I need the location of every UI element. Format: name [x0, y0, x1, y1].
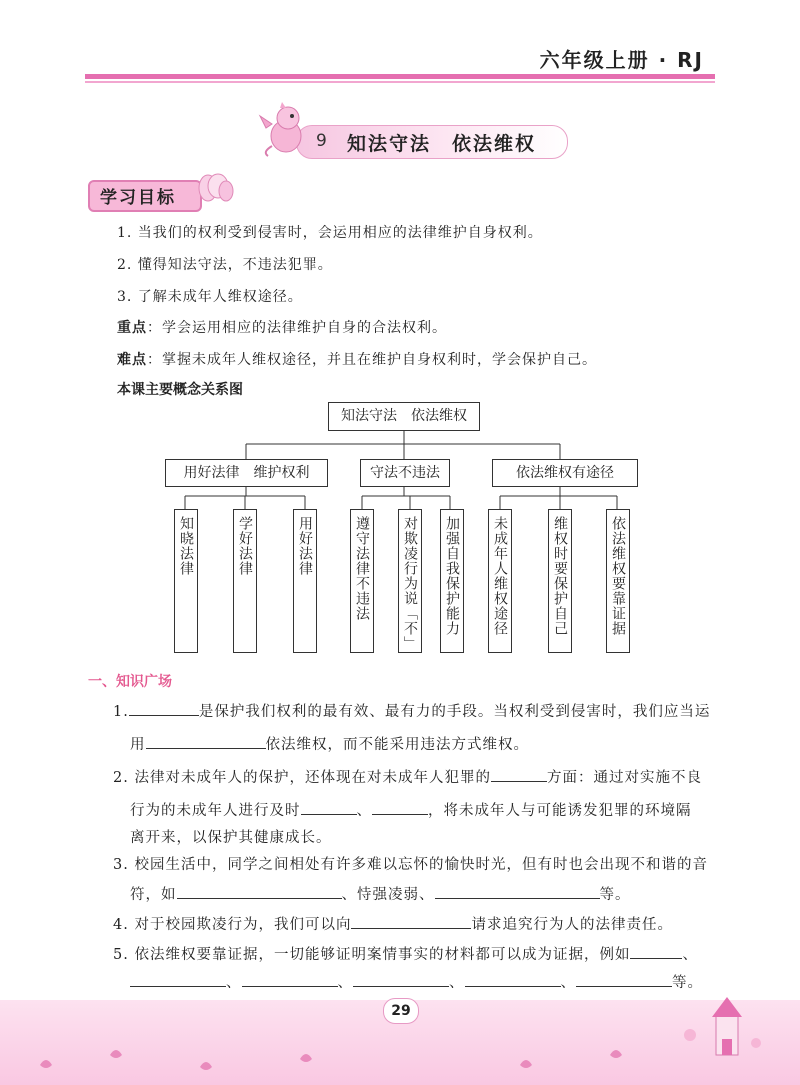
answer-blank[interactable]: [130, 972, 226, 987]
concept-leaf-3-2: 维权时要保护自己: [548, 509, 572, 653]
concept-leaf-1-1: 知晓法律: [174, 509, 198, 653]
concept-leaf-1-2: 学好法律: [233, 509, 257, 653]
goal-item-2: 2. 懂得知法守法，不违法犯罪。: [117, 257, 333, 273]
answer-blank[interactable]: [576, 972, 672, 987]
answer-blank[interactable]: [630, 944, 682, 959]
concept-leaf-2-3: 加强自我保护能力: [440, 509, 464, 653]
lesson-number: 9: [316, 131, 327, 151]
difficulty-text: ：掌握未成年人维权途径，并且在维护自身权利时，学会保护自己。: [147, 352, 597, 368]
answer-blank[interactable]: [491, 767, 547, 782]
concept-root: 知法守法 依法维权: [328, 402, 480, 431]
answer-blank[interactable]: [146, 734, 266, 749]
section-heading: 一、知识广场: [88, 674, 172, 690]
concept-branch-1: 用好法律 维护权利: [165, 459, 328, 487]
question-4: 4. 对于校园欺凌行为，我们可以向 请求追究行为人的法律责任。: [113, 913, 673, 934]
concept-leaf-3-3: 依法维权要靠证据: [606, 509, 630, 653]
concept-leaf-1-3: 用好法律: [293, 509, 317, 653]
key-point-text: ：学会运用相应的法律维护自身的合法权利。: [147, 320, 447, 336]
question-3-line-2: 符，如 、恃强凌弱、 等。: [130, 883, 631, 904]
answer-blank[interactable]: [242, 972, 338, 987]
answer-blank[interactable]: [465, 972, 561, 987]
question-1-line-1: 1. 是保护我们权利的最有效、最有力的手段。当权利受到侵害时，我们应当运: [113, 700, 710, 721]
goal-item-1: 1. 当我们的权利受到侵害时，会运用相应的法律维护自身权利。: [117, 225, 543, 241]
page-number: 29: [383, 998, 419, 1024]
learning-goals-label: 学习目标: [100, 188, 176, 208]
concept-branch-3: 依法维权有途径: [492, 459, 638, 487]
concept-leaf-3-1: 未成年人维权途径: [488, 509, 512, 653]
question-2-line-3: 离开来，以保护其健康成长。: [130, 830, 332, 846]
concept-leaf-2-1: 遵守法律不违法: [350, 509, 374, 653]
concept-leaf-2-2: 对欺凌行为说「不」: [398, 509, 422, 653]
concept-map-title: 本课主要概念关系图: [117, 382, 243, 398]
question-5-line-1: 5. 依法维权要靠证据，一切能够证明案情事实的材料都可以成为证据，例如 、: [113, 943, 698, 964]
question-2-line-2: 行为的未成年人进行及时 、 ，将未成年人与可能诱发犯罪的环境隔: [130, 799, 692, 820]
question-5-line-2: 、 、 、 、 等。: [130, 971, 703, 992]
goal-item-3: 3. 了解未成年人维权途径。: [117, 289, 303, 305]
question-1-line-2: 用 依法维权，而不能采用违法方式维权。: [130, 733, 529, 754]
answer-blank[interactable]: [372, 800, 428, 815]
question-2-line-1: 2. 法律对未成年人的保护，还体现在对未成年人犯罪的 方面：通过对实施不良: [113, 766, 702, 787]
difficulty-label: 难点: [117, 352, 147, 368]
lesson-title: 知法守法 依法维权: [347, 133, 537, 155]
answer-blank[interactable]: [177, 884, 342, 899]
answer-blank[interactable]: [129, 701, 199, 716]
grade-label: 六年级上册 · RJ: [539, 48, 704, 72]
answer-blank[interactable]: [353, 972, 449, 987]
answer-blank[interactable]: [351, 914, 471, 929]
concept-branch-2: 守法不违法: [360, 459, 450, 487]
answer-blank[interactable]: [301, 800, 357, 815]
key-point-label: 重点: [117, 320, 147, 336]
question-3-line-1: 3. 校园生活中，同学之间相处有许多难以忘怀的愉快时光，但有时也会出现不和谐的音: [113, 857, 708, 873]
answer-blank[interactable]: [435, 884, 600, 899]
